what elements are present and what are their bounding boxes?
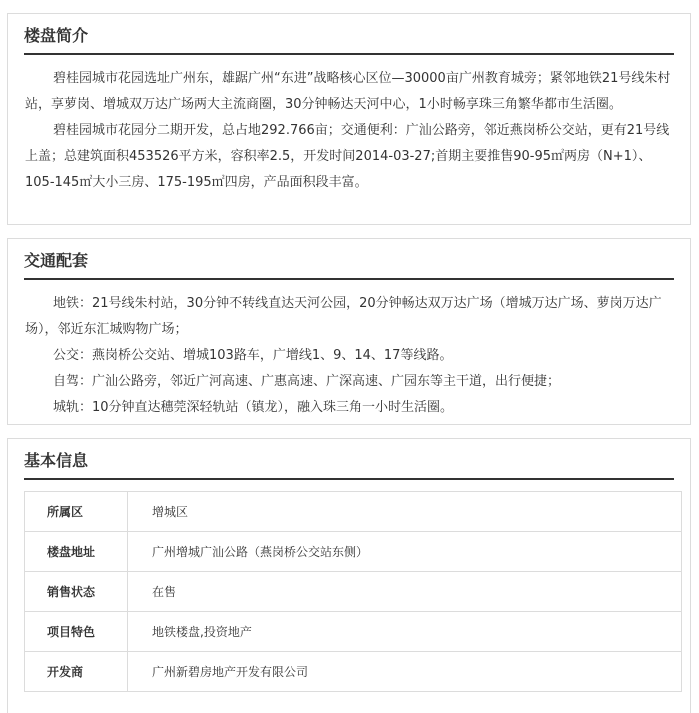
intro-body [25,66,676,196]
info-key: 楼盘地址 [25,532,128,572]
table-row [25,652,682,692]
traffic-line-bus: 公交：燕岗桥公交站、增城103路车，广增线1、9、14、17等线路。 [53,348,453,363]
info-key: 项目特色 [25,612,128,652]
traffic-body [25,291,676,421]
intro-title: 楼盘简介 [24,26,89,45]
info-value: 增城区 [128,492,682,532]
info-value: 广州增城广汕公路（燕岗桥公交站东侧） [128,532,682,572]
info-key: 所属区 [25,492,128,532]
info-divider [24,478,674,480]
intro-paragraph: 碧桂园城市花园分二期开发，总占地292.766亩；交通便利：广汕公路旁，邻近燕岗桥公交站，更有21号线上盖；总建筑面积453526平方米，容积率2.5，开发时间2014-03-27;首期主要推售90-95㎡两房（N+1）、105-145㎡大小三房、175-195㎡四房，产品面积段丰富。 [25,123,670,190]
traffic-line-metro: 地铁：21号线朱村站，30分钟不转线直达天河公园，20分钟畅达双万达广场（增城万达广场、萝岗万达广场），邻近东汇城购物广场； [25,296,662,337]
intro-paragraph: 碧桂园城市花园选址广州东，雄踞广州“东进”战略核心区位—30000亩广州教育城旁；紧邻地铁21号线朱村站，享萝岗、增城双万达广场两大主流商圈，30分钟畅达天河中心，1小时畅享珠三角繁华都市生活圈。 [25,71,671,112]
intro-panel [7,13,691,225]
traffic-line-drive: 自驾：广汕公路旁，邻近广河高速、广惠高速、广深高速、广园东等主干道，出行便捷； [53,374,561,389]
table-row [25,612,682,652]
info-panel [7,438,691,713]
info-title: 基本信息 [24,451,89,470]
table-row [25,532,682,572]
info-key: 开发商 [25,652,128,692]
traffic-divider [24,278,674,280]
info-table [24,491,682,692]
info-key: 销售状态 [25,572,128,612]
traffic-line-rail: 城轨：10分钟直达穗莞深轻轨站（镇龙），融入珠三角一小时生活圈。 [53,400,454,415]
intro-divider [24,53,674,55]
info-value: 在售 [128,572,682,612]
table-row [25,572,682,612]
table-row [25,492,682,532]
traffic-title: 交通配套 [24,251,89,270]
traffic-panel [7,238,691,425]
info-value: 地铁楼盘,投资地产 [128,612,682,652]
info-value: 广州新碧房地产开发有限公司 [128,652,682,692]
